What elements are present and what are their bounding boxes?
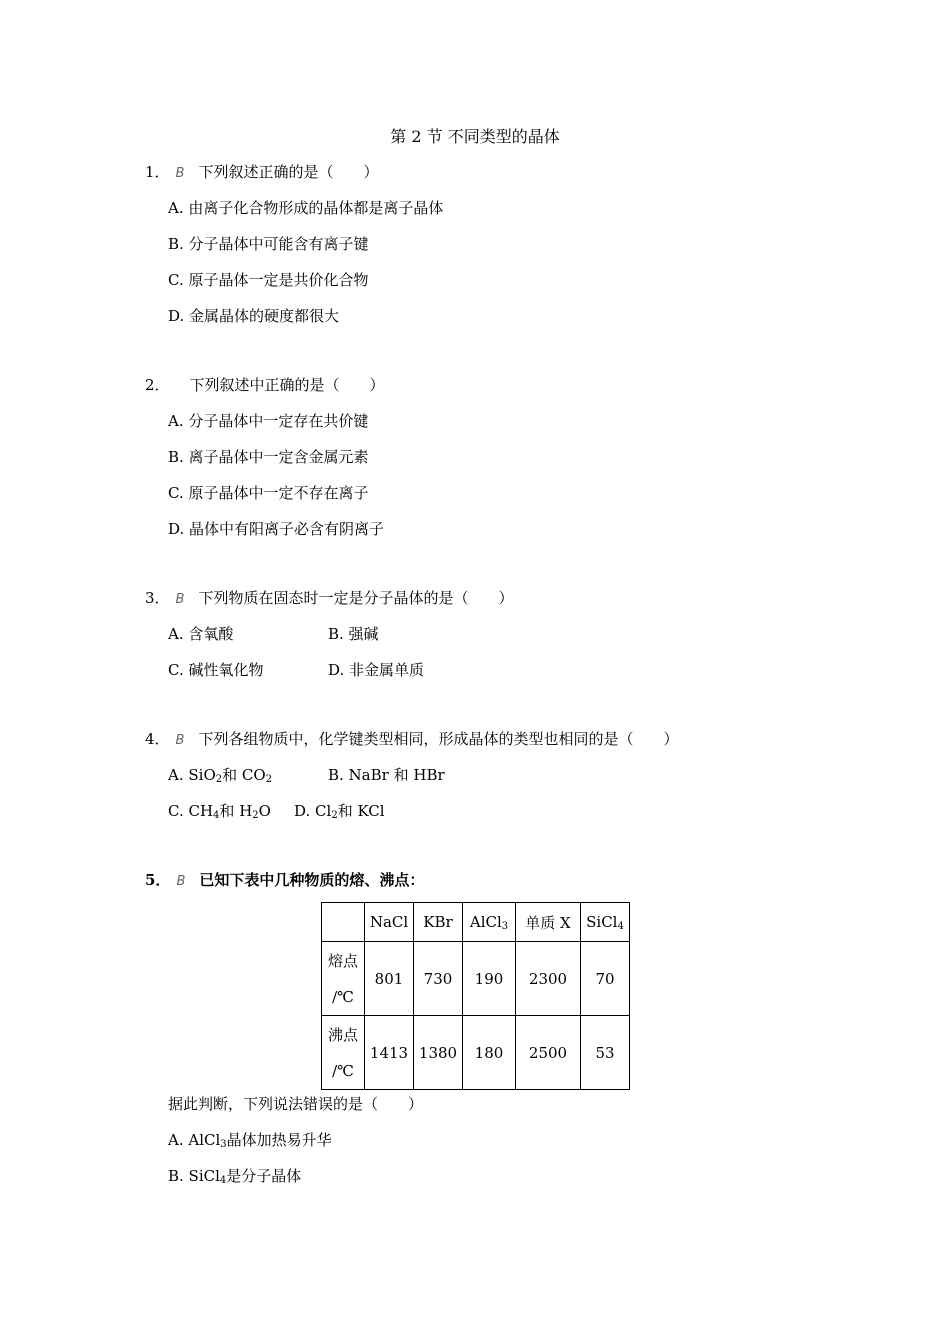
q5-option-b: B. SiCl$_4$是分子晶体: [168, 1167, 302, 1186]
table-header-row: [322, 903, 630, 942]
table-header-cell: KBr: [414, 903, 463, 942]
q4-option-a: A. SiO$_2$和 $CO_2$: [168, 766, 273, 785]
question-number: 4．: [145, 730, 170, 748]
question-stem: 下列叙述中正确的是（ ）: [189, 376, 385, 394]
question-number: 5．: [145, 871, 171, 889]
table-row: [322, 942, 630, 1016]
table-cell: 2300: [516, 942, 581, 1016]
q1-option-a: A. 由离子化合物形成的晶体都是离子晶体: [168, 199, 444, 217]
page-title: 第 2 节 不同类型的晶体: [390, 127, 560, 146]
q1-option-d: D. 金属晶体的硬度都很大: [168, 307, 340, 325]
q5-followup: 据此判断，下列说法错误的是（ ）: [168, 1095, 424, 1113]
table-cell: 190: [463, 942, 516, 1016]
table-header-cell: 单质 X: [516, 903, 581, 942]
q2-option-b: B. 离子晶体中一定含金属元素: [168, 448, 369, 466]
q2-option-a: A. 分子晶体中一定存在共价键: [168, 412, 369, 430]
table-cell: 2500: [516, 1016, 581, 1090]
question-stem: 下列各组物质中，化学键类型相同，形成晶体的类型也相同的是（ ）: [198, 730, 679, 748]
q1-option-c: C. 原子晶体一定是共价化合物: [168, 271, 369, 289]
table-header-cell: SiCl$_4$: [581, 903, 630, 942]
question-stem: 下列叙述正确的是（ ）: [198, 163, 379, 181]
question-3: [145, 588, 513, 610]
q3-option-d: D. 非金属单质: [328, 661, 425, 679]
table-header-cell: AlCl$_3$: [463, 903, 516, 942]
question-number: 2．: [145, 376, 170, 394]
table-cell: 1380: [414, 1016, 463, 1090]
question-4: [145, 729, 678, 751]
table-cell: 180: [463, 1016, 516, 1090]
table-row: [322, 1016, 630, 1090]
q4-option-d: D. $Cl_2$和 KCl: [294, 802, 385, 821]
table-cell: 70: [581, 942, 630, 1016]
difficulty-mark: B: [175, 592, 185, 607]
table-corner-cell: [322, 903, 365, 942]
q1-option-b: B. 分子晶体中可能含有离子键: [168, 235, 369, 253]
difficulty-mark: B: [175, 733, 185, 748]
table-header-cell: NaCl: [365, 903, 414, 942]
table-cell: 730: [414, 942, 463, 1016]
q3-option-b: B. 强碱: [328, 625, 379, 643]
table-cell: 53: [581, 1016, 630, 1090]
difficulty-mark: B: [176, 874, 186, 889]
question-stem: 已知下表中几种物质的熔、沸点：: [199, 871, 425, 889]
question-number: 3．: [145, 589, 170, 607]
table-row-label: 熔点 /℃: [322, 942, 365, 1016]
q3-option-c: C. 碱性氧化物: [168, 661, 264, 679]
question-1: [145, 162, 378, 184]
q2-option-c: C. 原子晶体中一定不存在离子: [168, 484, 369, 502]
question-5: [145, 870, 424, 892]
question-2: [145, 375, 385, 395]
q4-option-b: B. NaBr 和 HBr: [328, 766, 445, 784]
q2-option-d: D. 晶体中有阳离子必含有阴离子: [168, 520, 385, 538]
question-stem: 下列物质在固态时一定是分子晶体的是（ ）: [198, 589, 514, 607]
q5-option-a: A. AlCl$_3$晶体加热易升华: [168, 1131, 332, 1150]
question-number: 1．: [145, 163, 170, 181]
q4-option-c: C. $CH_4$和 $H_2O$: [168, 802, 271, 821]
table-cell: 1413: [365, 1016, 414, 1090]
melting-boiling-table: [321, 902, 630, 1090]
q3-option-a: A. 含氧酸: [168, 625, 234, 643]
table-cell: 801: [365, 942, 414, 1016]
table-row-label: 沸点 /℃: [322, 1016, 365, 1090]
difficulty-mark: B: [175, 166, 185, 181]
